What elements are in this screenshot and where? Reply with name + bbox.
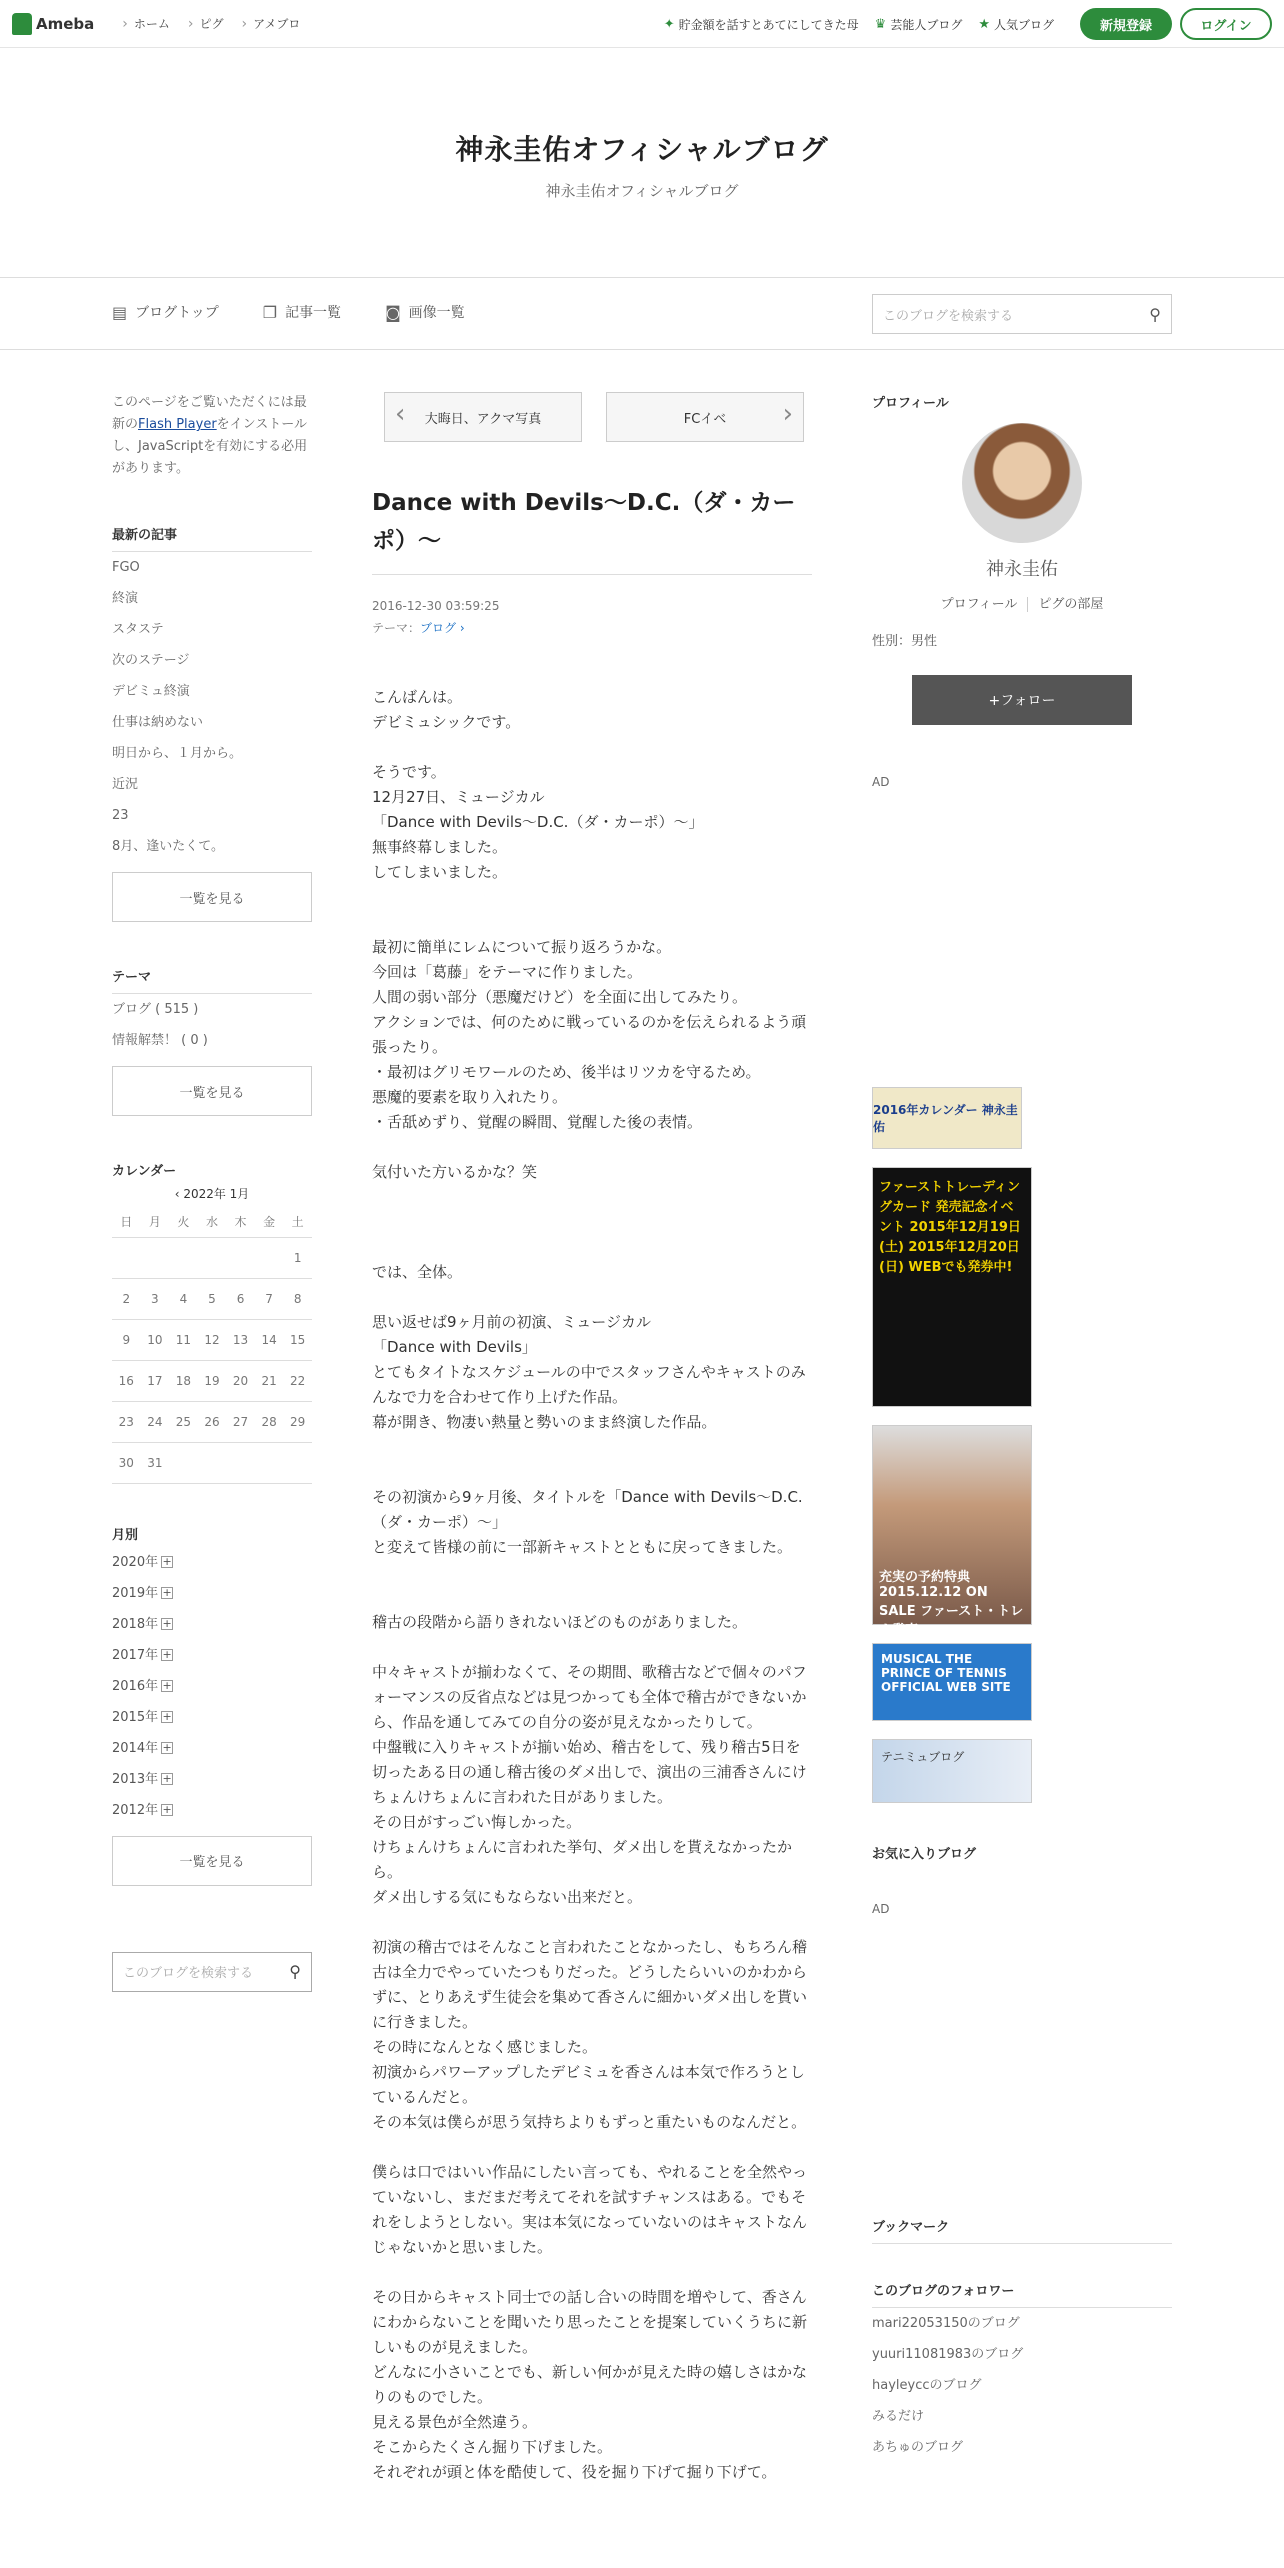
search-icon[interactable]: ⚲: [1149, 304, 1161, 324]
copy-icon: ❐: [262, 302, 278, 322]
list-item[interactable]: 仕事は納めない: [112, 715, 204, 730]
article-paragraph: [372, 1910, 812, 1935]
expand-icon: +: [162, 1617, 172, 1630]
nav-blog-top[interactable]: ▤ ブログトップ: [112, 302, 219, 322]
logo-text: Ameba: [36, 14, 95, 33]
followers-heading: このブログのフォロワー: [872, 2280, 1172, 2308]
expand-icon: +: [162, 1803, 172, 1816]
article-paragraph: 思い返せば9ヶ月前の初演、ミュージカル: [372, 1313, 651, 1331]
list-item[interactable]: スタステ: [112, 622, 164, 637]
article-paragraph: こんばんは。: [372, 688, 463, 706]
chevron-right-icon: ›: [456, 621, 465, 635]
blog-header: [0, 48, 1284, 278]
profile-link[interactable]: プロフィール: [940, 597, 1018, 612]
year-item[interactable]: 2013年 +: [112, 1771, 172, 1787]
bookmark-heading: ブックマーク: [872, 2216, 1172, 2244]
star-icon: ★: [978, 16, 990, 32]
article-paragraph: ・舌舐めずり、覚醒の瞬間、覚醒した後の表情。: [372, 1113, 703, 1131]
list-item[interactable]: 明日から、１月から。: [112, 746, 243, 761]
recent-articles-list: [112, 552, 312, 862]
year-item[interactable]: 2018年 +: [112, 1616, 172, 1632]
blog-search-input[interactable]: このブログを検索する ⚲: [872, 294, 1172, 334]
article-paragraph: 人間の弱い部分（悪魔だけど）を全面に出してみたり。: [372, 988, 748, 1006]
flash-player-link[interactable]: Flash Player: [138, 417, 217, 432]
year-item[interactable]: 2014年 +: [112, 1740, 172, 1756]
recent-more-button[interactable]: 一覧を見る: [112, 872, 312, 922]
article-paragraph: 12月27日、ミュージカル: [372, 788, 545, 806]
list-item[interactable]: 近況: [112, 777, 139, 792]
article-paragraph: [372, 1635, 812, 1660]
article-paragraph: [372, 1135, 812, 1160]
year-item[interactable]: 2015年 +: [112, 1709, 172, 1725]
ad-label-2: AD: [872, 1902, 890, 1916]
list-item[interactable]: FGO: [112, 560, 140, 575]
sidebar-search-input[interactable]: このブログを検索する ⚲: [112, 1952, 312, 1992]
article-paragraph: [372, 1235, 812, 1260]
article-paragraph: その初演から9ヶ月後、タイトルを「Dance with Devils～D.C.（ダ・カーポ）～」: [372, 1488, 803, 1531]
login-button[interactable]: ログイン: [1180, 8, 1272, 40]
left-sidebar: [112, 392, 312, 1992]
recent-articles-heading: 最新の記事: [112, 524, 312, 552]
calendar-heading: カレンダー: [112, 1164, 177, 1179]
article-paragraph: [372, 1585, 812, 1610]
profile-heading: プロフィール: [872, 396, 949, 411]
article-paragraph: その日からキャスト同士での話し合いの時間を増やして、香さんにわからないことを聞いたり思ったことを提案していくうちに新しいものが見えました。: [372, 2288, 808, 2356]
article-paragraph: [372, 885, 812, 910]
expand-icon: +: [162, 1555, 172, 1568]
article-meta: 2016-12-30 03:59:25 テーマ：ブログ ›: [372, 595, 812, 639]
tennis-musical-banner[interactable]: MUSICAL THE PRINCE OF TENNIS OFFICIAL WEB SITE: [872, 1643, 1032, 1721]
article-paragraph: ・最初はグリモワールのため、後半はリツカを守るため。: [372, 1063, 761, 1081]
calendar-banner[interactable]: 2016年カレンダー 神永圭佑: [872, 1087, 1022, 1149]
expand-icon: +: [162, 1679, 172, 1692]
right-sidebar: [872, 392, 1172, 2463]
expand-icon: +: [162, 1710, 172, 1723]
trading-card-event-banner[interactable]: ファーストトレーディングカード 発売記念イベント 2015年12月19日(土) 2015年12月20日(日) WEBでも発券中!: [872, 1167, 1032, 1407]
article-paragraph: 稽古の段階から語りきれないほどのものがありました。: [372, 1613, 748, 1631]
monthly-list: [112, 1547, 312, 1826]
article-title[interactable]: Dance with Devils～D.C.（ダ・カーポ）～: [372, 484, 812, 575]
crown-icon: ♛: [874, 16, 887, 32]
theme-list: [112, 994, 312, 1056]
list-item[interactable]: 次のステージ: [112, 653, 190, 668]
article-paragraph: 今回は「葛藤」をテーマに作りました。: [372, 963, 643, 981]
trend-link[interactable]: ✦ 貯金額を話すとあてにしてきた母: [663, 16, 859, 32]
article-paragraph: 中盤戦に入りキャストが揃い始め、稽古をして、残り稽古5日を切ったある日の通し稽古後のダメ出しで、演出の三浦香さんにけちょんけちょんに言われた日がありました。: [372, 1738, 807, 1806]
list-item[interactable]: 8月、逢いたくて。: [112, 839, 225, 854]
article-paragraph: ダメ出しする気にもならない出来だと。: [372, 1888, 643, 1906]
article-date: 2016-12-30 03:59:25: [372, 599, 500, 613]
article-paragraph: 「Dance with Devils」: [372, 1338, 537, 1356]
article-body: [372, 685, 812, 2485]
calendar-month: ‹ 2022年 1月: [174, 1187, 250, 1201]
year-item[interactable]: 2016年 +: [112, 1678, 172, 1694]
article-paragraph: [372, 1210, 812, 1235]
ad-label: AD: [872, 775, 890, 789]
year-item[interactable]: 2012年 +: [112, 1802, 172, 1818]
article-paragraph: [372, 1185, 812, 1210]
article-paragraph: 無事終幕しました。: [372, 838, 508, 856]
monthly-more-button[interactable]: 一覧を見る: [112, 1836, 312, 1886]
article-paragraph: アクションでは、何のために戦っているのかを伝えられるよう頑張ったり。: [372, 1013, 807, 1056]
article-paragraph: [372, 1435, 812, 1460]
article-paragraph: それぞれが頭と体を酷使して、役を掘り下げて掘り下げて。: [372, 2463, 777, 2481]
nav-image-list[interactable]: ◙ 画像一覧: [385, 302, 465, 322]
list-item[interactable]: hayleyccのブログ: [872, 2378, 982, 2393]
list-item[interactable]: デビミュ終演: [112, 684, 190, 699]
pigg-room-link[interactable]: ピグの部屋: [1038, 597, 1104, 612]
favorite-blogs-heading: お気に入りブログ: [872, 1847, 977, 1862]
camera-icon: ◙: [385, 302, 401, 322]
profile-links: [872, 593, 1172, 612]
article-paragraph: その時になんとなく感じました。: [372, 2038, 598, 2056]
article-paragraph: 初演の稽古ではそんなこと言われたことなかったし、もちろん稽古は全力でやっていたつもりだった。どうしたらいいのかわからずに、とりあえず生徒会を集めて香さんに細かいダメ出しを貰いに行きました。: [372, 1938, 808, 2031]
popular-blog-link[interactable]: ★ 人気ブログ: [978, 16, 1054, 32]
nav-article-list[interactable]: ❐ 記事一覧: [262, 302, 342, 322]
article-paragraph: 最初に簡単にレムについて振り返ろうかな。: [372, 938, 672, 956]
year-item[interactable]: 2017年 +: [112, 1647, 172, 1663]
tenimyu-blog-banner[interactable]: テニミュブログ: [872, 1739, 1032, 1803]
nav-pigg[interactable]: › ピグ: [188, 15, 224, 32]
article-paragraph: [372, 735, 812, 760]
theme-heading: テーマ: [112, 966, 312, 994]
article-paragraph: 見える景色が全然違う。: [372, 2413, 538, 2431]
article-paragraph: [372, 1285, 812, 1310]
article-paragraph: と変えて皆様の前に一部新キャストとともに戻ってきました。: [372, 1538, 793, 1556]
header-right: [648, 8, 1272, 40]
article-paragraph: では、全体。: [372, 1263, 463, 1281]
list-item[interactable]: あちゅのブログ: [872, 2440, 964, 2455]
blog-subtitle: 神永圭佑オフィシャルブログ: [545, 182, 739, 200]
blog-title[interactable]: 神永圭佑オフィシャルブログ: [455, 133, 829, 166]
list-item[interactable]: みるだけ: [872, 2409, 925, 2424]
global-nav: [104, 15, 300, 32]
article-paragraph: そうです。: [372, 763, 446, 781]
nav-home[interactable]: › ホーム: [122, 15, 170, 32]
article-paragraph: どんなに小さいことでも、新しい何かが見えた時の嬉しさはかなりのものでした。: [372, 2363, 808, 2406]
chevron-left-icon[interactable]: ‹: [174, 1187, 184, 1201]
list-item[interactable]: 23: [112, 808, 129, 823]
expand-icon: +: [162, 1772, 172, 1785]
profile-name[interactable]: 神永圭佑: [986, 559, 1058, 580]
signup-button[interactable]: 新規登録: [1080, 8, 1172, 40]
article-paragraph: 中々キャストが揃わなくて、その期間、歌稽古などで個々のパフォーマンスの反省点などは見つかっても全体で稽古ができないから、作品を通してみての自分の姿が見えなかったりして。: [372, 1663, 807, 1731]
article-paragraph: その本気は僕らが思う気持ちよりもずっと重たいものなんだと。: [372, 2113, 807, 2131]
ameba-logo-icon: [12, 13, 32, 35]
document-icon: ▤: [112, 302, 128, 322]
list-item[interactable]: 情報解禁！ ( 0 ): [112, 1033, 208, 1048]
expand-icon: +: [162, 1586, 172, 1599]
article-paragraph: デビミュシックです。: [372, 713, 521, 731]
article-paragraph: [372, 1460, 812, 1485]
followers-list: [872, 2308, 1172, 2463]
main-content: [0, 350, 1284, 2530]
article-paragraph: [372, 2260, 812, 2285]
list-item[interactable]: mari22053150のブログ: [872, 2316, 1020, 2331]
prev-article-button[interactable]: ‹ 大晦日、アクマ写真: [384, 392, 582, 442]
article-pager: [384, 392, 812, 442]
article-paragraph: その日がすっごい悔しかった。: [372, 1813, 582, 1831]
article: [372, 392, 812, 2485]
blog-nav: [0, 278, 1284, 350]
list-item[interactable]: yuuri11081983のブログ: [872, 2347, 1024, 2362]
article-paragraph: 僕らは口ではいい作品にしたい言っても、やれることを全然やっていないし、まだまだ考えてそれを試すチャンスはある。でもそれをしようとしない。実は本気になっていないのはキャストなんじゃないかと思いました。: [372, 2163, 808, 2256]
flash-notice: このページをご覧いただくには最新のFlash Playerをインストールし、JavaScriptを有効にする必用があります。: [112, 395, 308, 476]
theme-more-button[interactable]: 一覧を見る: [112, 1066, 312, 1116]
search-icon[interactable]: ⚲: [289, 1962, 301, 1981]
year-item[interactable]: 2019年 +: [112, 1585, 172, 1601]
article-paragraph: そこからたくさん掘り下げました。: [372, 2438, 613, 2456]
avatar[interactable]: [962, 423, 1082, 543]
expand-icon: +: [162, 1741, 172, 1754]
article-paragraph: 初演からパワーアップしたデビミュを香さんは本気で作ろうとしているんだと。: [372, 2063, 805, 2106]
profile-gender: 性別：男性: [872, 634, 938, 649]
expand-icon: +: [162, 1648, 172, 1661]
article-paragraph: してしまいました。: [372, 863, 508, 881]
list-item[interactable]: ブログ ( 515 ): [112, 1002, 199, 1017]
article-paragraph: [372, 2135, 812, 2160]
trading-card-release-banner[interactable]: 充実の予約特典 2015.12.12 ON SALE ファースト・トレカ発売: [872, 1425, 1032, 1625]
article-theme-link[interactable]: ブログ: [420, 621, 457, 635]
article-paragraph: [372, 910, 812, 935]
global-header: [0, 0, 1284, 48]
list-item[interactable]: 終演: [112, 591, 139, 606]
nav-ameblo[interactable]: › アメブロ: [242, 15, 301, 32]
article-paragraph: [372, 1560, 812, 1585]
next-article-button[interactable]: FCイベ ›: [606, 392, 804, 442]
article-paragraph: 「Dance with Devils～D.C.（ダ・カーポ）～」: [372, 813, 704, 831]
ameba-logo[interactable]: [12, 13, 94, 35]
celebrity-blog-link[interactable]: ♛ 芸能人ブログ: [874, 16, 963, 32]
follow-button[interactable]: +フォロー: [912, 675, 1132, 725]
article-paragraph: 気付いた方いるかな？笑: [372, 1163, 538, 1181]
article-paragraph: とてもタイトなスケジュールの中でスタッフさんやキャストのみんなで力を合わせて作り上げた作品。: [372, 1363, 806, 1406]
calendar: ‹ 2022年 1月 日 月 火 水 木 金 土 1 2 3 4 5 6 7 8 9 10 11 12 13 14 15 16 17 18 19 20 21 22 23 24 25 26 27 28 29 30 31: [112, 1185, 312, 1484]
article-paragraph: 幕が開き、物凄い熱量と勢いのまま終演した作品。: [372, 1413, 717, 1431]
leaf-icon: ✦: [663, 16, 675, 32]
article-paragraph: 悪魔的要素を取り入れたり。: [372, 1088, 568, 1106]
monthly-heading: 月別: [112, 1527, 139, 1543]
year-item[interactable]: 2020年 +: [112, 1554, 172, 1570]
article-paragraph: けちょんけちょんに言われた挙句、ダメ出しを貰えなかったから。: [372, 1838, 793, 1881]
